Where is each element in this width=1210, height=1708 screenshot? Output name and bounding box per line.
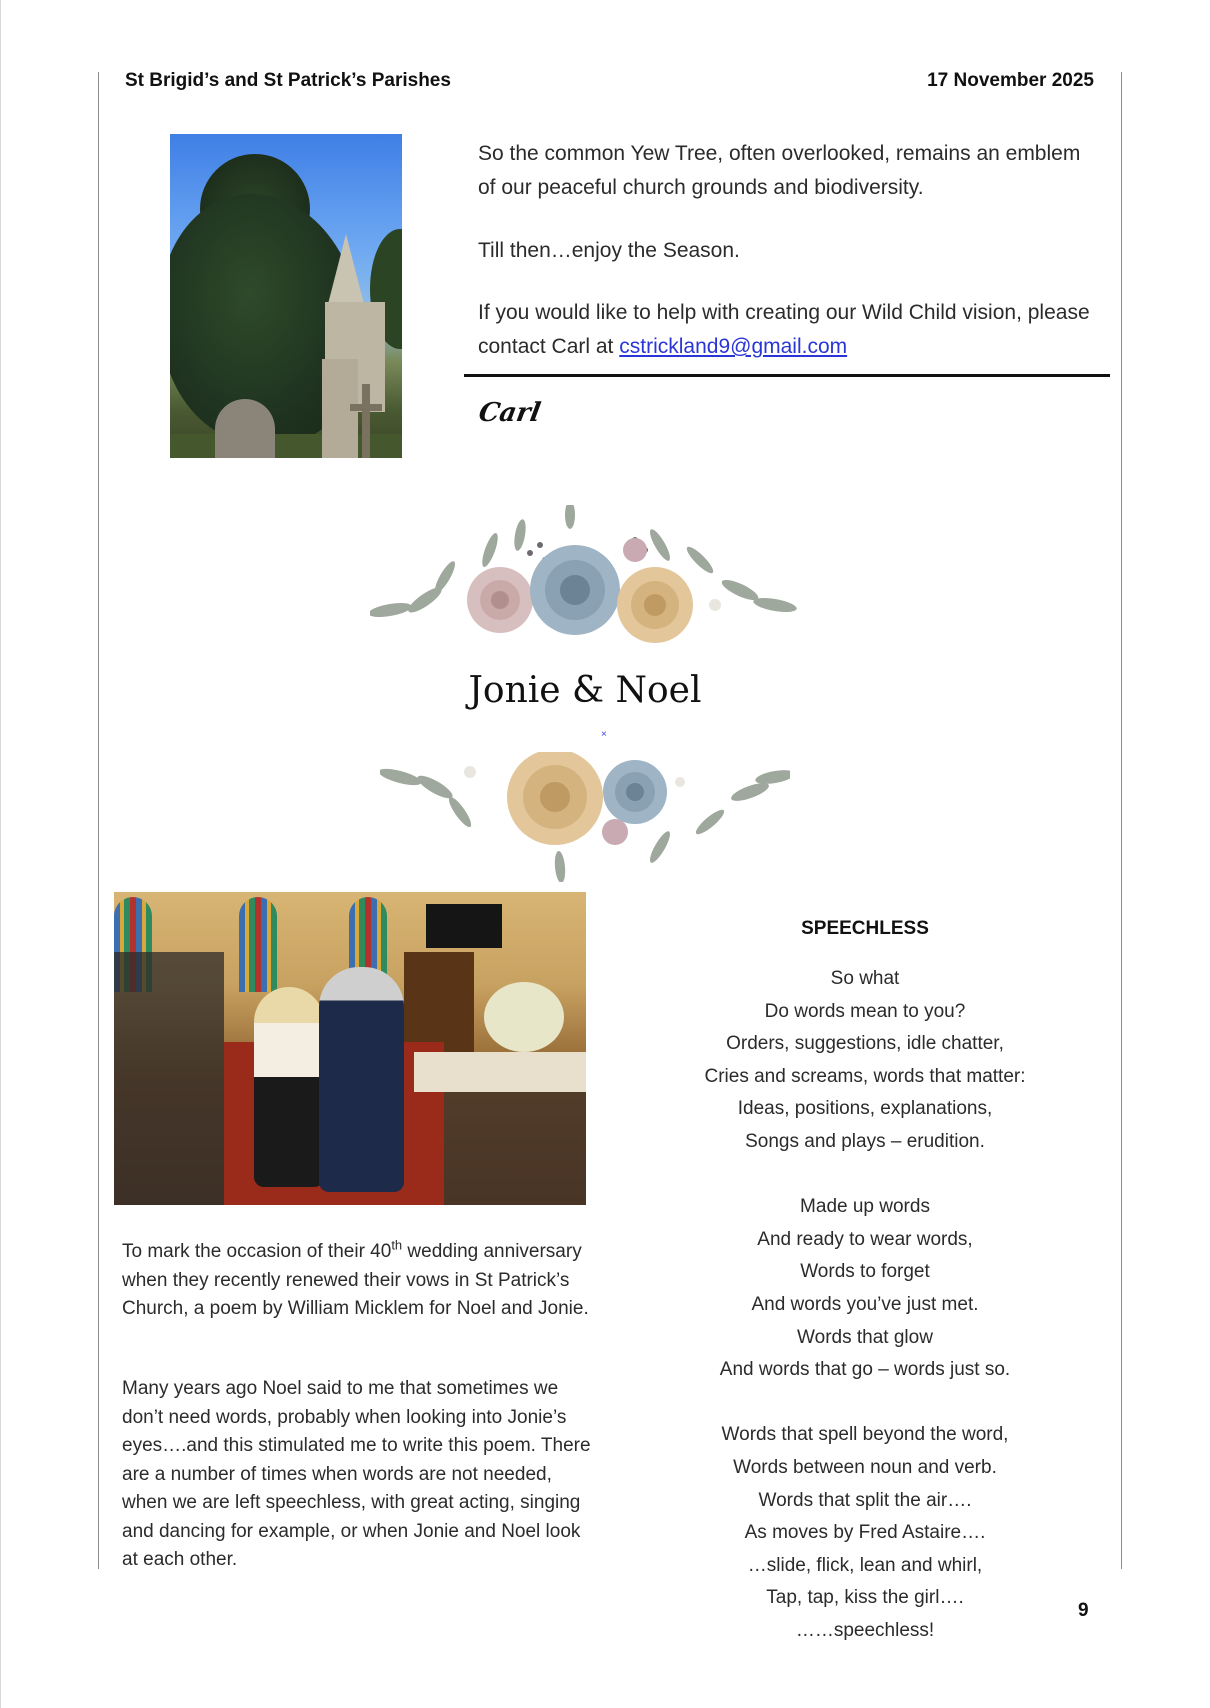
poem-title: SPEECHLESS bbox=[801, 918, 929, 939]
poem-line: …slide, flick, lean and whirl, bbox=[747, 1554, 983, 1576]
groom-figure bbox=[319, 967, 404, 1192]
feature-story bbox=[122, 1375, 592, 1575]
yew-paragraph-text: So the common Yew Tree, often overlooked, remains an emblem of our peaceful church grounds and biodiversity. bbox=[478, 142, 1081, 199]
feature-caption bbox=[122, 1238, 592, 1324]
yew-tree-photo bbox=[170, 134, 402, 458]
ordinal-suffix: th bbox=[391, 1237, 403, 1253]
contact-paragraph bbox=[478, 296, 1098, 364]
bride-figure bbox=[254, 987, 324, 1187]
caption-text-end: wedding anniversary when they recently renewed their vows in St Patrick’s Church, a poem by William Micklem for Noel and Jonie. bbox=[122, 1241, 589, 1319]
feature-title: Jonie & Noel bbox=[468, 670, 702, 711]
author-signature: Carl bbox=[476, 398, 543, 428]
poem-line: Words that split the air…. bbox=[758, 1489, 972, 1511]
flower-arrangement bbox=[484, 982, 564, 1052]
poem-line: Words that glow bbox=[797, 1326, 933, 1348]
poem-line: Words between noun and verb. bbox=[733, 1456, 997, 1478]
floral-ornament-bottom bbox=[380, 752, 790, 882]
cross-upright bbox=[362, 384, 370, 458]
right-margin-rule bbox=[1121, 72, 1122, 1569]
poem-line: And words you’ve just met. bbox=[751, 1293, 979, 1315]
header-date: 17 November 2025 bbox=[927, 70, 1094, 91]
poem-line: Cries and screams, words that matter: bbox=[704, 1065, 1026, 1087]
poem-line: Made up words bbox=[800, 1196, 930, 1218]
caption-text-start: To mark the occasion of their 40 bbox=[122, 1241, 392, 1262]
contact-text: If you would like to help with creating our Wild Child vision, please contact Carl at bbox=[478, 301, 1090, 358]
poem-line: Words that spell beyond the word, bbox=[721, 1424, 1009, 1446]
poem-line: Orders, suggestions, idle chatter, bbox=[726, 1033, 1004, 1055]
poem-line: Ideas, positions, explanations, bbox=[737, 1098, 993, 1120]
season-paragraph-text: Till then…enjoy the Season. bbox=[478, 239, 740, 262]
poem-line: Tap, tap, kiss the girl…. bbox=[766, 1587, 964, 1609]
section-divider bbox=[464, 374, 1110, 377]
poem-line: So what bbox=[830, 968, 900, 989]
yew-paragraph bbox=[478, 137, 1098, 205]
floral-ornament-top bbox=[370, 505, 800, 645]
stanza-break bbox=[665, 1387, 1065, 1420]
poem-line: Words to forget bbox=[800, 1261, 930, 1283]
wall-screen bbox=[426, 904, 502, 948]
poem-line: And ready to wear words, bbox=[757, 1228, 973, 1250]
poem-line: As moves by Fred Astaire…. bbox=[744, 1522, 986, 1544]
email-link[interactable]: cstrickland9@gmail.com bbox=[619, 335, 848, 358]
poem-body bbox=[665, 963, 1065, 1647]
wedding-photo bbox=[114, 892, 586, 1205]
header-parish-name: St Brigid’s and St Patrick’s Parishes bbox=[125, 70, 451, 91]
season-paragraph bbox=[478, 234, 1098, 268]
anchor-mark: × bbox=[601, 729, 607, 740]
children-seated bbox=[444, 1092, 586, 1205]
chancel-step bbox=[414, 1052, 586, 1092]
page-number: 9 bbox=[1078, 1600, 1089, 1621]
poem-line: ……speechless! bbox=[795, 1619, 935, 1641]
gravestone bbox=[215, 399, 275, 458]
poem-line: And words that go – words just so. bbox=[719, 1359, 1011, 1381]
cross-bar bbox=[350, 404, 382, 411]
poem-line: Do words mean to you? bbox=[764, 1000, 966, 1022]
story-text: Many years ago Noel said to me that sometimes we don’t need words, probably when looking into Jonie’s eyes….and this stimulated me to write this poem. There are a number of times when words are not needed, when we are left speechless, with great acting, singing and dancing for example, or when Jonie and Noel look at each other. bbox=[122, 1378, 591, 1570]
guests-left bbox=[114, 952, 224, 1205]
poem-line: Songs and plays – erudition. bbox=[745, 1130, 985, 1152]
left-margin-rule bbox=[98, 72, 99, 1569]
stained-glass-window bbox=[239, 897, 277, 992]
page-edge bbox=[0, 0, 1, 1708]
church-spire bbox=[328, 234, 364, 304]
stanza-break bbox=[665, 1159, 1065, 1192]
